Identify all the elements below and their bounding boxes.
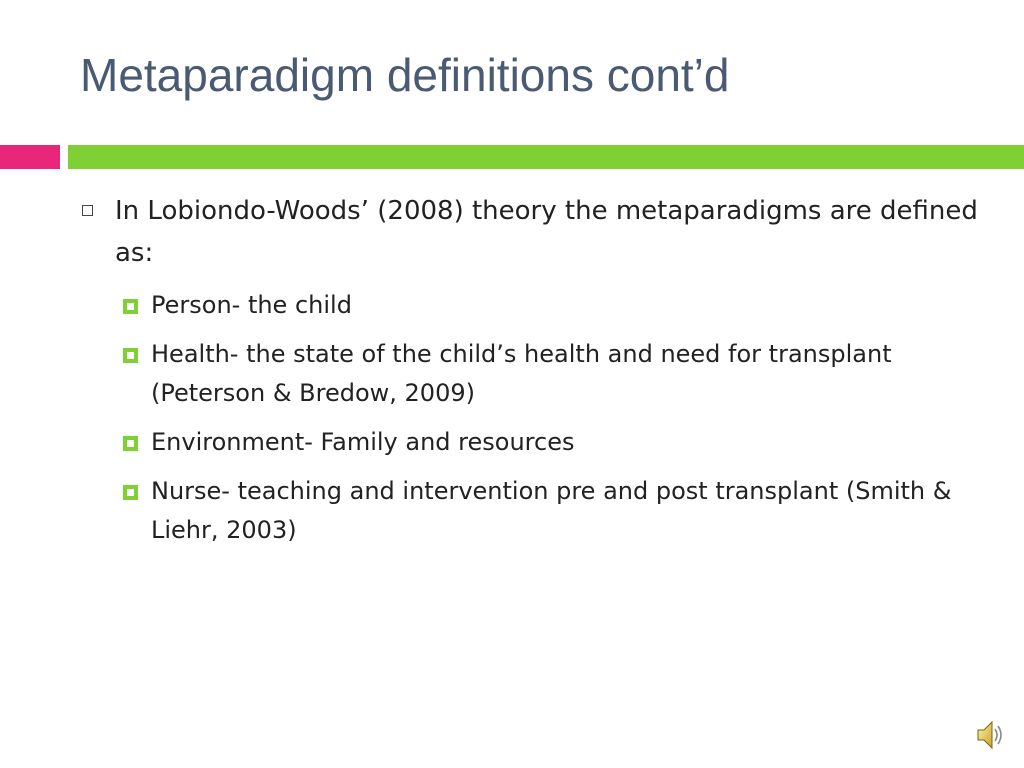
hollow-square-bullet-icon [82,205,93,216]
sub-bullet-item [120,423,982,462]
square-bullet-icon [123,348,138,363]
square-bullet-icon [123,485,138,500]
sub-bullet-item [120,286,982,325]
sub-bullet-text: Environment- Family and resources [151,428,575,456]
sub-bullet-item [120,335,982,413]
sub-bullet-text: Health- the state of the child’s health and need for transplant (Peterson & Bredow, 2009) [151,340,892,407]
sub-bullet-text: Person- the child [151,291,352,319]
sub-bullet-text: Nurse- teaching and intervention pre and post transplant (Smith & Liehr, 2003) [151,477,952,544]
speaker-icon-graphic [975,717,1005,753]
slide-content [82,190,982,550]
slide-title: Metaparadigm definitions cont’d [80,49,730,101]
speaker-icon[interactable] [975,717,1005,753]
accent-bar-green [68,145,1024,169]
sub-bullet-item [120,472,982,550]
square-bullet-icon [123,436,138,451]
main-bullet-text: In Lobiondo-Woods’ (2008) theory the metaparadigms are defined as: [115,196,978,268]
accent-bar-pink [0,145,60,169]
square-bullet-icon [123,299,138,314]
main-bullet-item [82,190,982,274]
